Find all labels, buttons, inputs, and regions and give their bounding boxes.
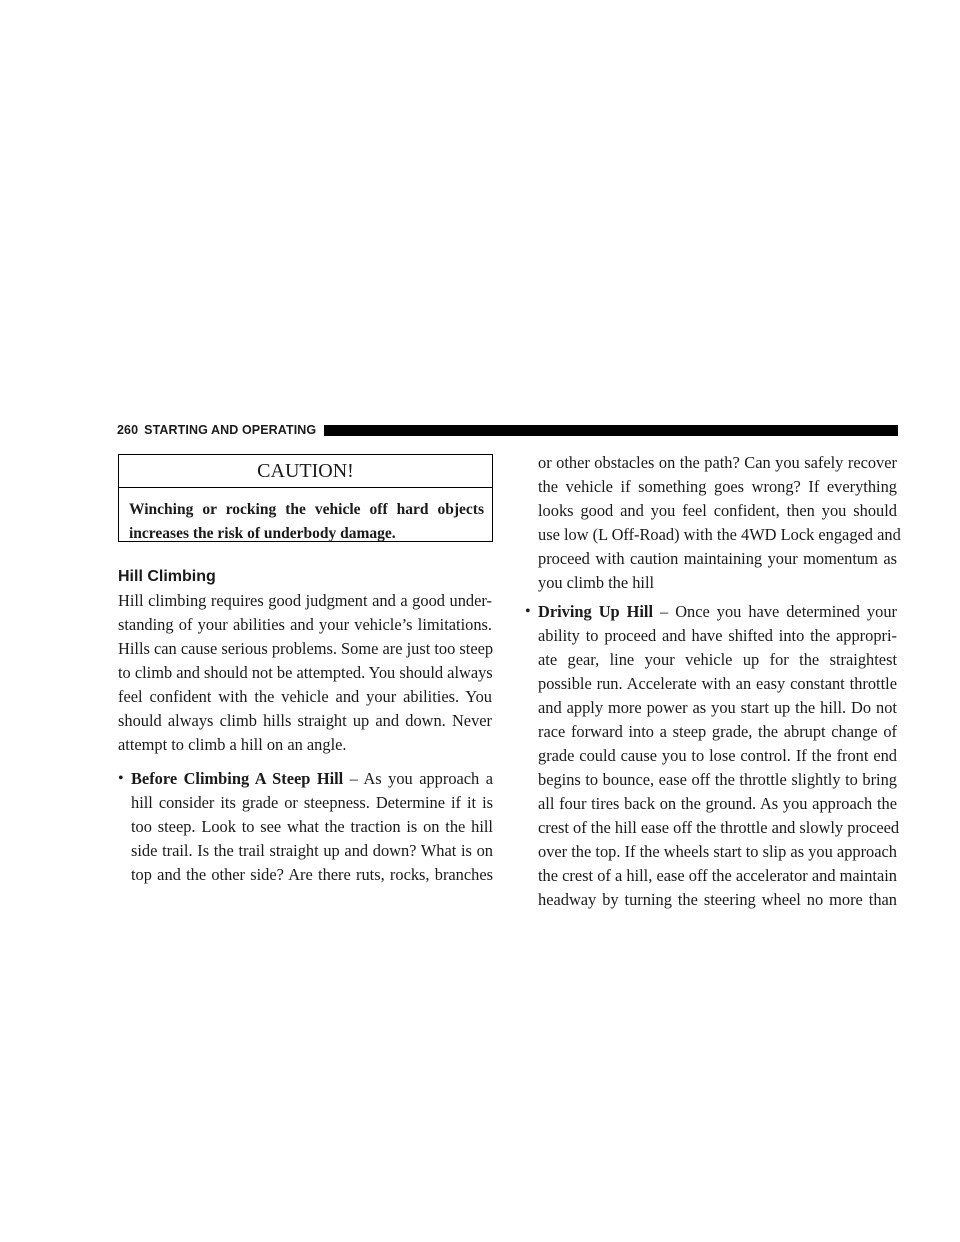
text-line: or other obstacles on the path? Can you safely recover xyxy=(538,453,897,472)
text-line: race forward into a steep grade, the abrupt change of xyxy=(538,722,897,741)
section-heading: Hill Climbing xyxy=(118,568,216,585)
text-line: headway by turning the steering wheel no more than xyxy=(538,890,897,909)
caution-text xyxy=(129,498,484,546)
left-paragraph xyxy=(118,589,492,757)
text-line: and apply more power as you start up the hill. Do not xyxy=(538,698,897,717)
text-line: top and the other side? Are there ruts, rocks, branches xyxy=(131,865,493,884)
bullet-lead: Driving Up Hill xyxy=(538,602,654,621)
text-line: feel confident with the vehicle and your abilities. You xyxy=(118,687,492,706)
caution-line: increases the risk of underbody damage. xyxy=(129,525,396,542)
page-number: 260 xyxy=(117,423,139,437)
text-line: side trail. Is the trail straight up and down? What is on xyxy=(131,841,493,860)
bullet-rest: – As you approach a xyxy=(343,769,493,788)
text-line xyxy=(538,600,897,624)
text-line: Hill climbing requires good judgment and a good under- xyxy=(118,591,492,610)
text-line: ate gear, line your vehicle up for the straightest xyxy=(538,650,897,669)
text-line: too steep. Look to see what the traction is on the hill xyxy=(131,817,493,836)
page-header xyxy=(117,421,898,439)
text-line: proceed with caution maintaining your momentum as xyxy=(538,549,897,568)
text-line: grade could cause you to lose control. If the front end xyxy=(538,746,897,765)
header-rule xyxy=(324,425,898,436)
bullet-lead: Before Climbing A Steep Hill xyxy=(131,769,344,788)
caution-title: CAUTION! xyxy=(257,460,354,482)
text-line: hill consider its grade or steepness. Determine if it is xyxy=(131,793,493,812)
text-line: ability to proceed and have shifted into the appropri- xyxy=(538,626,897,645)
text-line: all four tires back on the ground. As you approach the xyxy=(538,794,897,813)
text-line: the vehicle if something goes wrong? If everything xyxy=(538,477,897,496)
bullet-rest: – Once you have determined your xyxy=(653,602,897,621)
text-line: over the top. If the wheels start to slip as you approach xyxy=(538,842,897,861)
caution-line: Winching or rocking the vehicle off hard objects xyxy=(129,501,484,518)
bullet-driving-up-hill xyxy=(525,600,900,912)
right-continuation xyxy=(538,451,901,595)
text-line: crest of the hill ease off the throttle and slowly proceed xyxy=(538,818,900,837)
text-line: begins to bounce, ease off the throttle slightly to bring xyxy=(538,770,897,789)
bullet-before-climbing xyxy=(118,767,493,887)
text-line: attempt to climb a hill on an angle. xyxy=(118,735,347,754)
text-line: use low (L Off-Road) with the 4WD Lock engaged and xyxy=(538,525,901,544)
caution-box xyxy=(118,454,493,542)
text-line: standing of your abilities and your vehicle’s limitations. xyxy=(118,615,492,634)
text-line: the crest of a hill, ease off the accelerator and maintain xyxy=(538,866,897,885)
text-line: looks good and you feel confident, then you should xyxy=(538,501,897,520)
text-line: to climb and should not be attempted. You should always xyxy=(118,663,493,682)
section-title: STARTING AND OPERATING xyxy=(144,423,317,437)
text-line xyxy=(131,767,493,791)
bullet-icon: • xyxy=(118,770,124,787)
caution-divider xyxy=(119,487,492,488)
text-line: should always climb hills straight up and down. Never xyxy=(118,711,492,730)
text-line: Hills can cause serious problems. Some are just too steep xyxy=(118,639,494,658)
text-line: possible run. Accelerate with an easy constant throttle xyxy=(538,674,897,693)
bullet-icon: • xyxy=(525,603,531,620)
text-line: you climb the hill xyxy=(538,573,655,592)
